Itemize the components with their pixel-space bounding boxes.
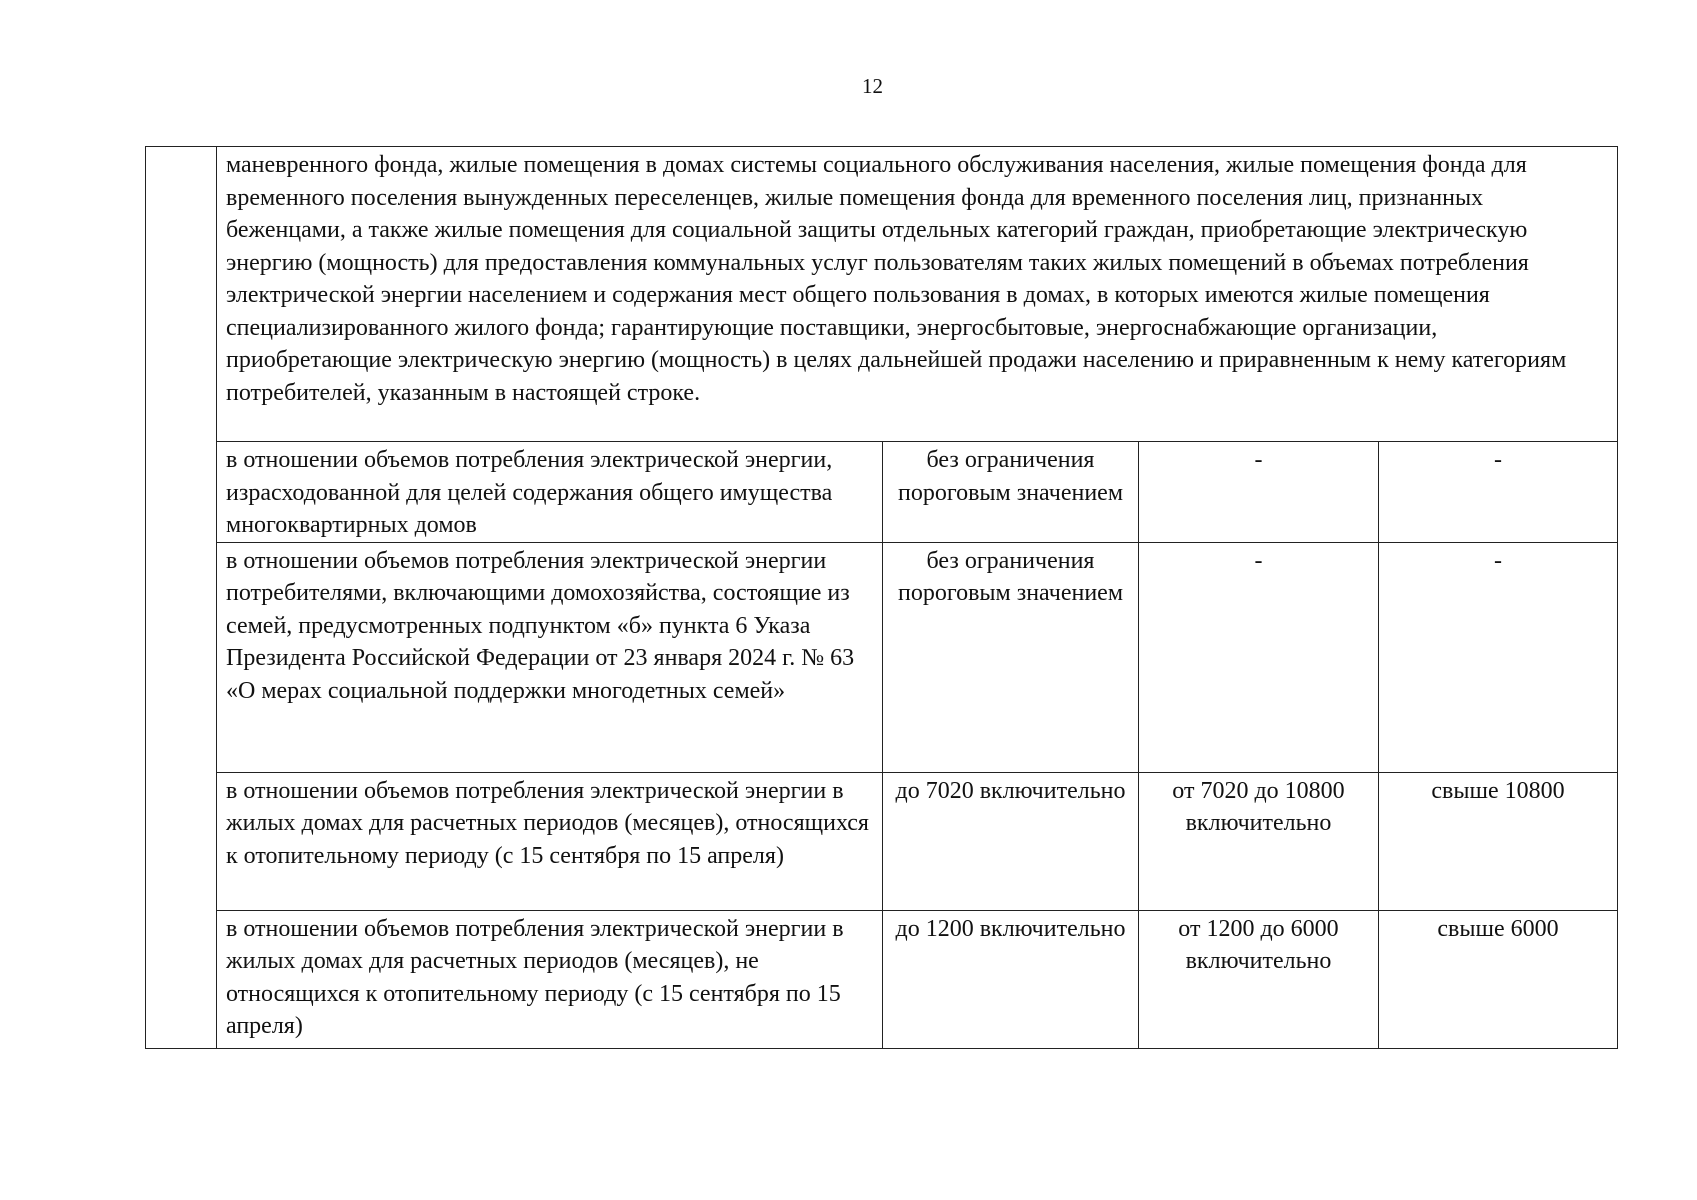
description-cell: в отношении объемов потребления электрической энергии в жилых домах для расчетных периодов (месяцев), относящихся к отопительному периоду (с 15 сентября по 15 апреля): [217, 772, 883, 910]
range2-cell: -: [1139, 542, 1379, 772]
description-cell: в отношении объемов потребления электрической энергии в жилых домах для расчетных периодов (месяцев), не относящихся к отопительному периоду (с 15 сентября по 15 апреля): [217, 910, 883, 1048]
range2-cell: от 7020 до 10800 включительно: [1139, 772, 1379, 910]
table-row-continuation: [146, 147, 1618, 442]
continuation-text-cell: маневренного фонда, жилые помещения в домах системы социального обслуживания населения, жилые помещения фонда для временного поселения вынужденных переселенцев, жилые помещения фонда для временного поселения лиц, признанных беженцами, а также жилые помещения для социальной защиты отдельных категорий граждан, приобретающие электрическую энергию (мощность) для предоставления коммунальных услуг пользователям таких жилых помещений в объемах потребления электрической энергии населением и содержания мест общего пользования в домах, в которых имеются жилые помещения специализированного жилого фонда; гарантирующие поставщики, энергосбытовые, энергоснабжающие организации, приобретающие электрическую энергию (мощность) в целях дальнейшей продажи населению и приравненным к нему категориям потребителей, указанным в настоящей строке.: [217, 147, 1618, 442]
range1-cell: без ограничения пороговым значением: [883, 442, 1139, 543]
range3-cell: -: [1379, 442, 1618, 543]
range2-cell: от 1200 до 6000 включительно: [1139, 910, 1379, 1048]
tariff-table: [145, 146, 1618, 1049]
range1-cell: до 7020 включительно: [883, 772, 1139, 910]
table-row: [146, 772, 1618, 910]
table-row: [146, 910, 1618, 1048]
table-row: [146, 542, 1618, 772]
range3-cell: свыше 10800: [1379, 772, 1618, 910]
range3-cell: -: [1379, 542, 1618, 772]
table-row: [146, 442, 1618, 543]
range2-cell: -: [1139, 442, 1379, 543]
page-number: 12: [862, 74, 883, 98]
range3-cell: свыше 6000: [1379, 910, 1618, 1048]
range1-cell: без ограничения пороговым значением: [883, 542, 1139, 772]
description-cell: в отношении объемов потребления электрической энергии потребителями, включающими домохозяйства, состоящие из семей, предусмотренных подпунктом «б» пункта 6 Указа Президента Российской Федерации от 23 января 2024 г. № 63 «О мерах социальной поддержки многодетных семей»: [217, 542, 883, 772]
description-cell: в отношении объемов потребления электрической энергии, израсходованной для целей содержания общего имущества многоквартирных домов: [217, 442, 883, 543]
row-number-cell: [146, 147, 217, 1049]
range1-cell: до 1200 включительно: [883, 910, 1139, 1048]
